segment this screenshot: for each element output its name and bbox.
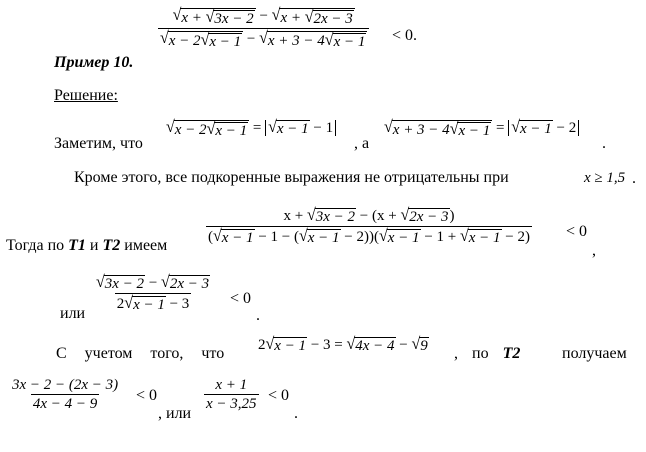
line-3-relation: < 0: [566, 223, 588, 240]
line-6-or: , или: [158, 405, 192, 422]
line-2-text: Кроме этого, все подкоренные выражения не отрицательны при: [74, 169, 509, 186]
line-6-relation-2: < 0: [268, 387, 290, 404]
line-4-end: .: [256, 307, 260, 324]
theorem-t2: T2: [102, 237, 121, 254]
example-label: Пример 10.: [54, 54, 134, 71]
example-inequality: < 0.: [392, 27, 418, 44]
line-5-by: , по T2: [454, 345, 521, 362]
line-3-end: ,: [592, 242, 596, 259]
line-2-condition: x ≥ 1,5: [584, 170, 626, 186]
line-1-lead: Заметим, что: [54, 135, 143, 152]
line-3-lead: Тогда по T1 и T2 имеем: [6, 237, 168, 254]
line-6-fraction-2: $\frac{x + 1}{x - 3,25}$: [206, 377, 257, 412]
line-5-equation: 2 √ x − 1 − 3 = √ 4x − 4 − √ 9: [258, 335, 428, 354]
example-title: [54, 55, 133, 71]
line-3-fraction: x + √ 3x − 2 − (x + √ 2x − 3 ) ( √ x − 1 − 1 − ( √ x − 1 − 2))( √ x − 1 − 1 + √ x − 1 − 2): [208, 206, 531, 246]
theorem-t1: T1: [68, 237, 86, 254]
line-4-lead: или: [60, 305, 86, 322]
line-1-identity-a: √ x − 2 √ x − 1 = √ x − 1 − 1: [166, 120, 336, 139]
line-1-end: .: [602, 135, 606, 152]
line-1-identity-b: √ x + 3 − 4 √ x − 1 = √ x − 1 − 2: [384, 120, 579, 139]
theorem-t2-second: T2: [502, 345, 521, 362]
line-6-fraction-1: $\frac{3x - 2 - (2x - 3)}{4x - 4 - 9}$: [12, 377, 119, 412]
line-4-relation: < 0: [230, 290, 252, 307]
line-2-end: .: [632, 170, 636, 187]
solution-heading: Решение:: [54, 87, 118, 104]
line-5-tail: получаем: [562, 345, 627, 362]
line-6-relation-1: < 0: [136, 387, 158, 404]
example-fraction: √ x + √ 3x − 2 − √ x + √ 2x − 3 √ x − 2 √ x − 1 − √ x + 3 − 4 √ x − 1: [158, 8, 369, 50]
line-6-end: .: [294, 405, 298, 422]
line-4-fraction: √ 3x − 2 − √ 2x − 3 2 √ x − 1 − 3: [96, 273, 210, 313]
line-5-lead: С учетом того, что: [56, 345, 225, 362]
line-1-conj: , а: [354, 135, 370, 152]
